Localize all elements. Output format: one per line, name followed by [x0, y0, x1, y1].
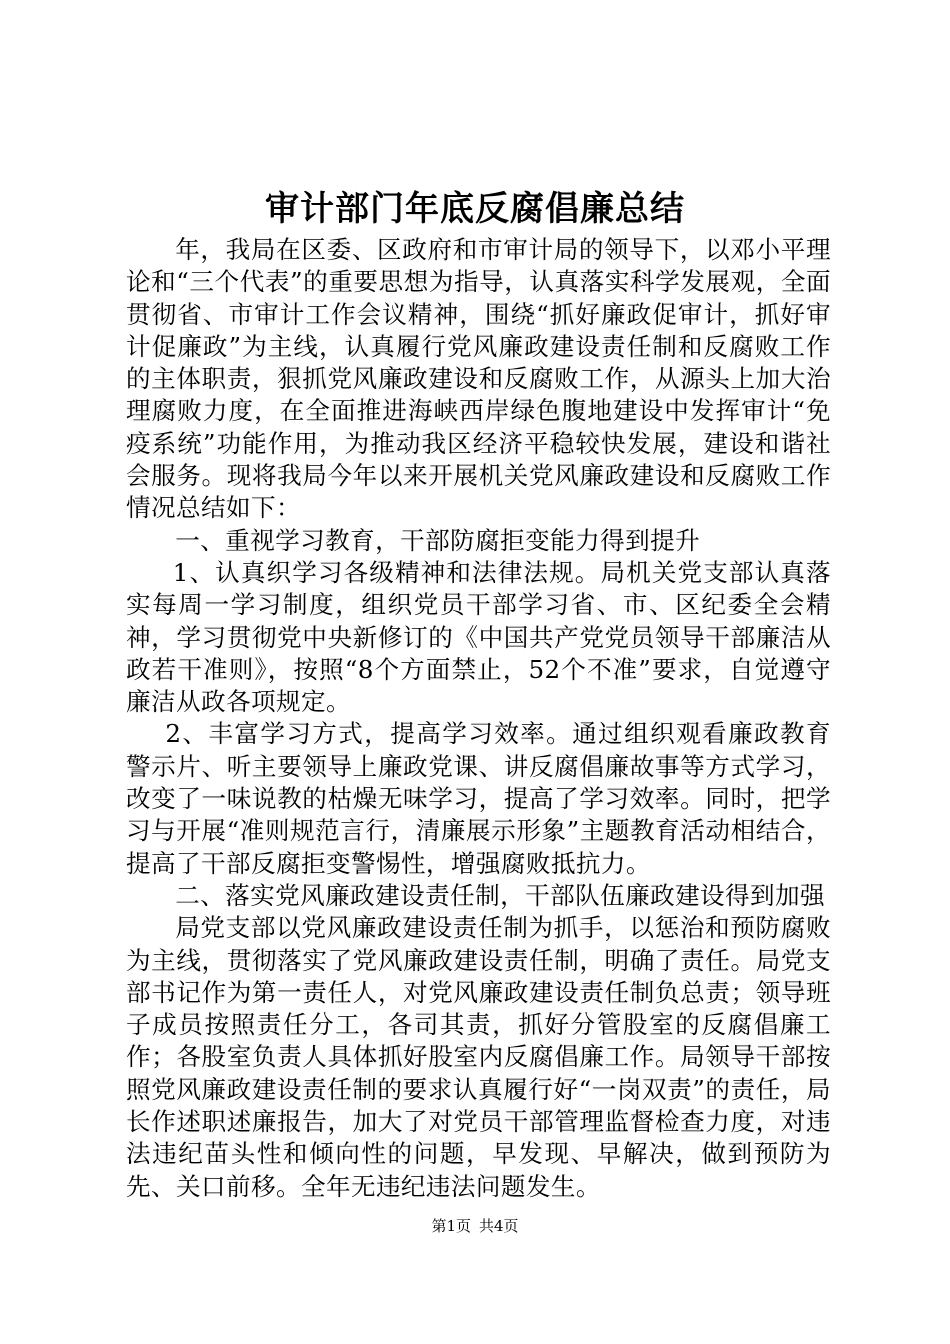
paragraph-section-2: 局党支部以党风廉政建设责任制为抓手，以惩治和预防腐败为主线，贯彻落实了党风廉政建设责任制，明确了责任。局党支部书记作为第一责任人，对党风廉政建设责任制负总责；领导班子成员按照责任分工，各司其责，抓好分管股室的反腐倡廉工作；各股室负责人具体抓好股室内反腐倡廉工作。局领导干部按照党风廉政建设责任制的要求认真履行好“一岗双责”的责任，局长作述职述廉报告，加大了对党员干部管理监督检查力度，对违法违纪苗头性和倾向性的问题，早发现、早解决，做到预防为先、关口前移。全年无违纪违法问题发生。	[126, 913, 831, 1201]
paragraph-item-2: 2、丰富学习方式，提高学习效率。通过组织观看廉政教育警示片、听主要领导上廉政党课、讲反腐倡廉故事等方式学习，改变了一味说教的枯燥无味学习，提高了学习效率。同时，把学习与开展“准则规范言行，清廉展示形象”主题教育活动相结合，提高了干部反腐拒变警惕性，增强腐败抵抗力。	[126, 719, 831, 878]
page-number: 第1页	[431, 1217, 471, 1235]
section-heading-1: 一、重视学习教育，干部防腐拒变能力得到提升	[175, 525, 701, 555]
paragraph-intro: 年，我局在区委、区政府和市审计局的领导下，以邓小平理论和“三个代表”的重要思想为指导，认真落实科学发展观，全面贯彻省、市审计工作会议精神，围绕“抓好廉政促审计，抓好审计促廉政”为主线，认真履行党风廉政建设责任制和反腐败工作的主体职责，狠抓党风廉政建设和反腐败工作，从源头上加大治理腐败力度，在全面推进海峡西岸绿色腹地建设中发挥审计“免疫系统”功能作用，为推动我区经济平稳较快发展，建设和谐社会服务。现将我局今年以来开展机关党风廉政建设和反腐败工作情况总结如下：	[126, 235, 831, 523]
paragraph-item-1: 1、认真织学习各级精神和法律法规。局机关党支部认真落实每周一学习制度，组织党员干部学习省、市、区纪委全会精神，学习贯彻党中央新修订的《中国共产党党员领导干部廉洁从政若干准则》，按照“8个方面禁止，52个不准”要求，自觉遵守廉洁从政各项规定。	[126, 557, 831, 717]
document-body	[126, 234, 831, 1203]
document-title: 审计部门年底反腐倡廉总结	[265, 189, 685, 229]
section-heading-2: 二、落实党风廉政建设责任制，干部队伍廉政建设得到加强	[175, 880, 826, 910]
page-total: 共4页	[479, 1217, 519, 1235]
page-footer	[0, 1215, 950, 1237]
